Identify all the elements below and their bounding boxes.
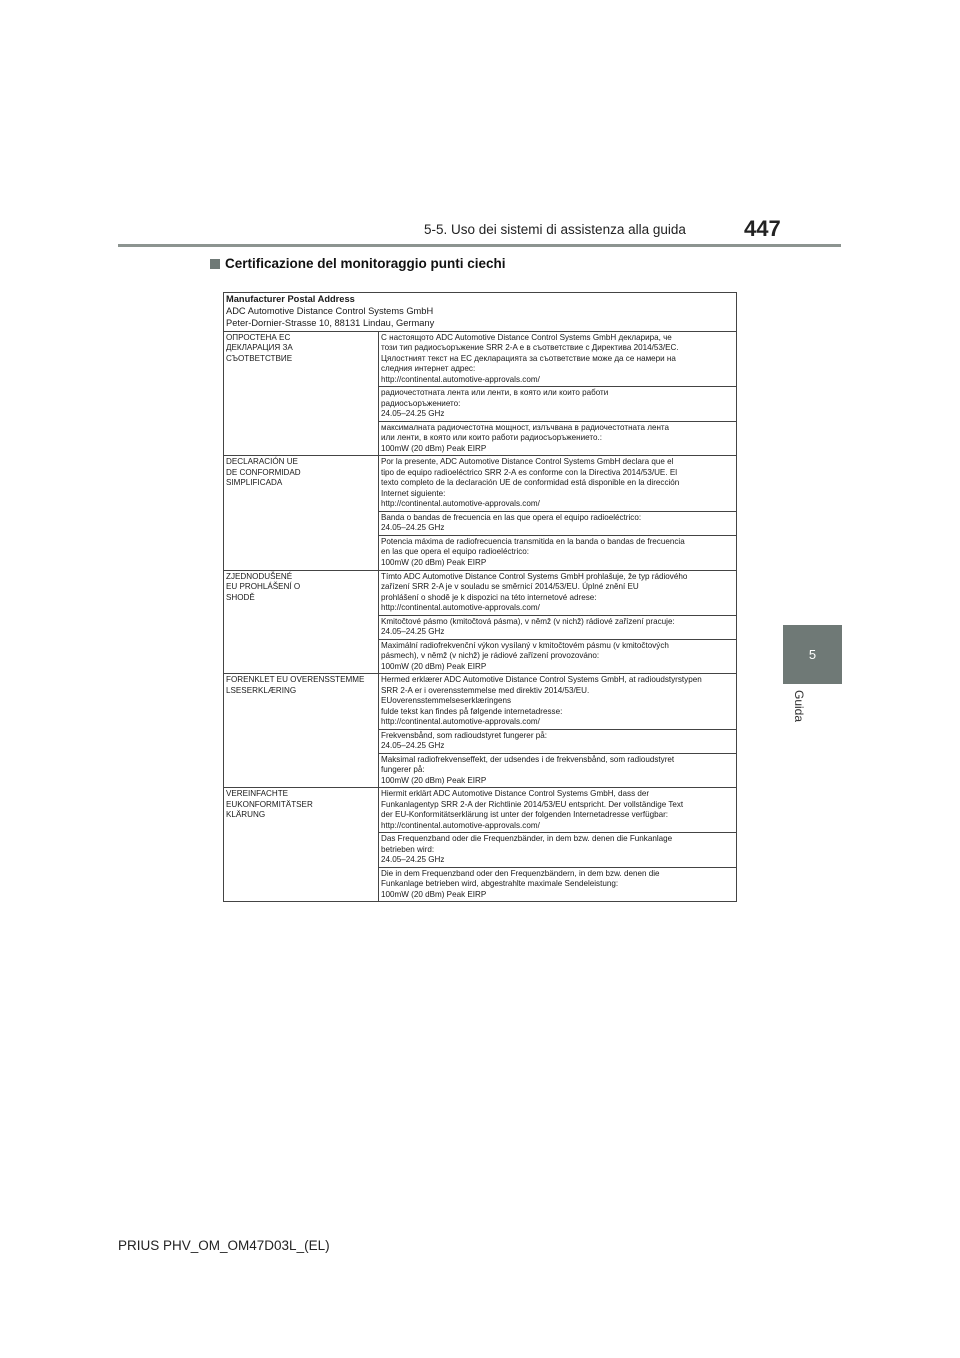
declaration-text-line: 100mW (20 dBm) Peak EIRP (381, 661, 487, 671)
section-heading-text: Certificazione del monitoraggio punti ciechi (225, 256, 506, 271)
declaration-text-line: Maximální radiofrekvenční výkon vysílaný v kmitočtovém pásmu (v kmitočtových (381, 640, 669, 650)
declaration-title-line: KLÄRUNG (226, 810, 266, 820)
header-divider (118, 244, 841, 247)
declaration-text-line: 100mW (20 dBm) Peak EIRP (381, 775, 487, 785)
declaration-text-line: prohlášení o shodě je k dispozici na této internetové adrese: (381, 592, 597, 602)
declaration-language-cell (224, 456, 379, 570)
declaration-text-line: pásmech), v němž (v nichž) je rádiové zařízení provozováno: (381, 651, 600, 661)
declaration-text-line: Internet siguiente: (381, 488, 446, 498)
declaration-language-cell (224, 331, 379, 456)
declaration-row (224, 331, 737, 387)
address-line: Peter-Dornier-Strasse 10, 88131 Lindau, Germany (226, 317, 435, 328)
declaration-text-line: texto completo de la declaración UE de conformidad está disponible en la dirección (381, 478, 680, 488)
declaration-text-line: Tímto ADC Automotive Distance Control Systems GmbH prohlašuje, že typ rádiového (381, 571, 688, 581)
declaration-text-line: der EU-Konformitätserklärung ist unter der folgenden Internetadresse verfügbar: (381, 810, 669, 820)
declaration-text-cell (379, 570, 737, 615)
declaration-text-cell (379, 535, 737, 570)
declaration-title-line: SIMPLIFICADA (226, 478, 283, 488)
declaration-text-cell (379, 456, 737, 512)
address-cell (224, 293, 737, 332)
declaration-title-line: ZJEDNODUŠENÉ (226, 571, 293, 581)
address-row (224, 293, 737, 332)
declaration-text-line: Kmitočtové pásmo (kmitočtová pásma), v němž (v nichž) rádiové zařízení pracuje: (381, 616, 675, 626)
declaration-title-line: VEREINFACHTE (226, 789, 289, 799)
declaration-title-line: FORENKLET EU OVERENSSTEMME (226, 675, 365, 685)
declaration-text-cell (379, 421, 737, 456)
address-title: Manufacturer Postal Address (226, 294, 355, 304)
header-section-title: 5-5. Uso dei sistemi di assistenza alla guida (424, 222, 686, 237)
declaration-title-line: ДЕКЛАРАЦИЯ ЗА (226, 343, 293, 353)
declaration-text-line: EUoverensstemmelseserklæringens (381, 696, 511, 706)
declaration-title-line: ОПРОСТЕНА ЕС (226, 332, 291, 342)
declaration-text-cell (379, 788, 737, 833)
certification-table (223, 292, 737, 902)
document-code: PRIUS PHV_OM_OM47D03L_(EL) (118, 1238, 330, 1253)
declaration-text-line: следния интернет адрес: (381, 364, 476, 374)
declaration-text-line: http://continental.automotive-approvals.com/ (381, 717, 540, 727)
declaration-text-line: Banda o bandas de frecuencia en las que opera el equipo radioeléctrico: (381, 512, 642, 522)
declaration-text-cell (379, 511, 737, 535)
declaration-text-line: С настоящото ADC Automotive Distance Control Systems GmbH декларира, че (381, 332, 672, 342)
declaration-text-line: Цялостният текст на ЕС декларацията за съответствие може да се намери на (381, 353, 676, 363)
square-bullet-icon (210, 259, 220, 269)
declaration-text-line: Por la presente, ADC Automotive Distance Control Systems GmbH declara que el (381, 457, 674, 467)
declaration-text-line: tipo de equipo radioeléctrico SRR 2-A es conforme con la Directiva 2014/53/UE. El (381, 467, 678, 477)
declaration-text-cell (379, 639, 737, 674)
declaration-text-line: en las que opera el equipo radioeléctrico: (381, 547, 530, 557)
declaration-text-line: zařízení SRR 2-A je v souladu se směrnicí 2014/53/EU. Úplné znění EU (381, 582, 639, 592)
chapter-number: 5 (808, 647, 817, 662)
declaration-text-line: Funkanlage betrieben wird, abgestrahlte maximale Sendeleistung: (381, 879, 619, 889)
declaration-title-line: LSESERKLÆRING (226, 685, 297, 695)
declaration-text-line: максималната радиочестотна мощност, излъчвана в радиочестотната лента (381, 422, 670, 432)
declaration-language-cell (224, 570, 379, 674)
declaration-text-cell (379, 753, 737, 788)
declaration-text-line: 24.05–24.25 GHz (381, 741, 445, 751)
declaration-text-line: Funkanlagentyp SRR 2-A der Richtlinie 2014/53/EU entspricht. Der vollständige Text (381, 799, 684, 809)
declaration-text-line: 100mW (20 dBm) Peak EIRP (381, 557, 487, 567)
declaration-language-cell (224, 788, 379, 902)
declaration-language-cell (224, 674, 379, 788)
declaration-row (224, 674, 737, 730)
declaration-title-line: EU PROHLÁŠENÍ O (226, 582, 301, 592)
declaration-text-line: или ленти, в която или които работи радиосъоръжението.: (381, 433, 603, 443)
declaration-text-cell (379, 331, 737, 387)
declaration-text-cell (379, 615, 737, 639)
chapter-tab (783, 625, 842, 684)
declaration-text-line: 100mW (20 dBm) Peak EIRP (381, 443, 487, 453)
declaration-text-line: този тип радиосъоръжение SRR 2-A е в съответствие с Директива 2014/53/EC. (381, 343, 679, 353)
chapter-label: Guida (792, 690, 806, 723)
declaration-text-line: 24.05–24.25 GHz (381, 627, 445, 637)
declaration-text-line: SRR 2-A er i overensstemmelse med direktiv 2014/53/EU. (381, 685, 590, 695)
declaration-text-line: Maksimal radiofrekvenseffekt, der udsendes i de frekvensbånd, som radioudstyret (381, 754, 675, 764)
declaration-text-cell (379, 674, 737, 730)
declaration-text-line: fulde tekst kan findes på følgende internetadresse: (381, 706, 563, 716)
page-number: 447 (744, 216, 781, 241)
declaration-text-line: 24.05–24.25 GHz (381, 855, 445, 865)
declaration-text-line: http://continental.automotive-approvals.com/ (381, 499, 540, 509)
declaration-text-line: радиосъоръжението: (381, 398, 461, 408)
declaration-text-line: http://continental.automotive-approvals.com/ (381, 603, 540, 613)
declaration-text-line: 24.05–24.25 GHz (381, 409, 445, 419)
declaration-text-line: Die in dem Frequenzband oder den Frequenzbändern, in dem bzw. denen die (381, 868, 660, 878)
declaration-title-line: DE CONFORMIDAD (226, 467, 301, 477)
declaration-text-line: Hermed erklærer ADC Automotive Distance Control Systems GmbH, at radioudstyrstypen (381, 675, 702, 685)
declaration-text-line: http://continental.automotive-approvals.com/ (381, 820, 540, 830)
declaration-row (224, 788, 737, 833)
declaration-text-cell (379, 833, 737, 868)
declaration-text-line: Hiermit erklärt ADC Automotive Distance Control Systems GmbH, dass der (381, 789, 650, 799)
declaration-title-line: SHODĚ (226, 592, 255, 602)
declaration-text-line: 100mW (20 dBm) Peak EIRP (381, 889, 487, 899)
declaration-text-line: 24.05–24.25 GHz (381, 523, 445, 533)
address-line: ADC Automotive Distance Control Systems GmbH (226, 305, 434, 316)
declaration-title-line: СЪОТВЕТСТВИЕ (226, 353, 293, 363)
declaration-title-line: EUKONFORMITÄTSER (226, 799, 313, 809)
declaration-title-line: DECLARACIÓN UE (226, 457, 298, 467)
declaration-text-line: betrieben wird: (381, 844, 435, 854)
declaration-text-line: радиочестотната лента или ленти, в която или които работи (381, 388, 609, 398)
declaration-text-cell (379, 867, 737, 902)
section-heading (210, 256, 506, 271)
declaration-text-line: Frekvensbånd, som radioudstyret fungerer på: (381, 730, 548, 740)
declaration-text-cell (379, 387, 737, 422)
declaration-text-cell (379, 729, 737, 753)
declaration-row (224, 570, 737, 615)
declaration-text-line: http://continental.automotive-approvals.com/ (381, 374, 540, 384)
declaration-text-line: Das Frequenzband oder die Frequenzbänder, in dem bzw. denen die Funkanlage (381, 834, 673, 844)
declaration-row (224, 456, 737, 512)
declaration-text-line: fungerer på: (381, 765, 425, 775)
declaration-text-line: Potencia máxima de radiofrecuencia transmitida en la banda o bandas de frecuencia (381, 536, 685, 546)
